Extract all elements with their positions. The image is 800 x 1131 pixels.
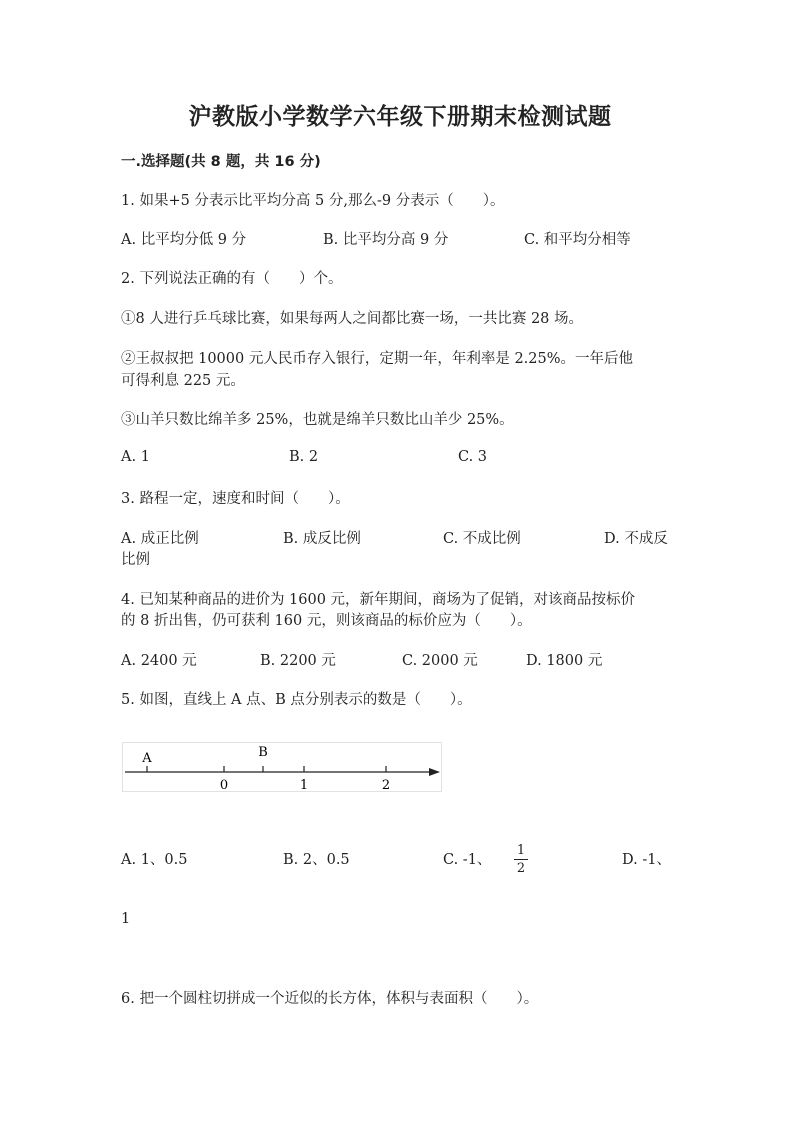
question-3-option-d-cont: 比例 (121, 552, 150, 568)
question-5-option-d-cont: 1 (121, 911, 131, 927)
question-4-stem-cont: 的 8 折出售，仍可获利 160 元，则该商品的标价应为（ ）。 (121, 613, 532, 629)
number-line-figure (122, 742, 442, 792)
question-2-statement-3: ③山羊只数比绵羊多 25%，也就是绵羊只数比山羊少 25%。 (121, 412, 514, 428)
section-heading: 一.选择题(共 8 题，共 16 分) (121, 154, 321, 170)
tick-label-2: 2 (381, 778, 391, 792)
question-5-option-a: A. 1、0.5 (121, 852, 188, 868)
question-4-stem: 4. 已知某种商品的进价为 1600 元，新年期间，商场为了促销，对该商品按标价 (121, 592, 636, 608)
question-2-stem: 2. 下列说法正确的有（ ）个。 (121, 271, 343, 287)
question-1-option-b: B. 比平均分高 9 分 (323, 232, 449, 248)
question-3-option-c: C. 不成比例 (443, 531, 521, 547)
page-title: 沪教版小学数学六年级下册期末检测试题 (188, 104, 612, 130)
question-3-option-a: A. 成正比例 (121, 531, 199, 547)
question-5-option-c: C. -1、 (443, 852, 492, 868)
tick-label-0: 0 (219, 778, 229, 792)
question-1-option-a: A. 比平均分低 9 分 (121, 232, 247, 248)
question-2-statement-1: ①8 人进行乒乓球比赛，如果每两人之间都比赛一场，一共比赛 28 场。 (121, 311, 584, 327)
question-3-option-b: B. 成反比例 (283, 531, 361, 547)
question-3-option-d: D. 不成反 (604, 531, 668, 547)
tick-label-1: 1 (299, 778, 309, 792)
question-4-option-c: C. 2000 元 (402, 653, 478, 669)
question-2-statement-2: ②王叔叔把 10000 元人民币存入银行，定期一年，年利率是 2.25%。一年后他 (121, 351, 634, 367)
arrow-head-icon (429, 768, 440, 776)
question-1-stem: 1. 如果+5 分表示比平均分高 5 分,那么-9 分表示（ ）。 (121, 193, 505, 209)
question-1-option-c: C. 和平均分相等 (524, 232, 631, 248)
question-4-option-d: D. 1800 元 (526, 653, 603, 669)
label-b: B (258, 745, 268, 760)
question-2-statement-2-cont: 可得利息 225 元。 (121, 373, 245, 389)
label-a: A (142, 751, 152, 766)
question-5-option-d: D. -1、 (622, 852, 671, 868)
question-2-option-c: C. 3 (458, 449, 488, 465)
question-5-stem: 5. 如图，直线上 A 点、B 点分别表示的数是（ ）。 (121, 692, 472, 708)
question-4-option-b: B. 2200 元 (260, 653, 336, 669)
fraction-denominator: 2 (516, 861, 526, 876)
question-6-stem: 6. 把一个圆柱切拼成一个近似的长方体，体积与表面积（ ）。 (121, 991, 539, 1007)
question-5-option-b: B. 2、0.5 (283, 852, 350, 868)
question-4-option-a: A. 2400 元 (121, 653, 197, 669)
fraction-bar (514, 859, 528, 860)
fraction-numerator: 1 (516, 843, 526, 858)
question-2-option-b: B. 2 (289, 449, 319, 465)
fraction-one-half (514, 843, 528, 876)
question-3-stem: 3. 路程一定，速度和时间（ ）。 (121, 491, 350, 507)
question-2-option-a: A. 1 (121, 449, 150, 465)
figure-border (123, 743, 442, 792)
